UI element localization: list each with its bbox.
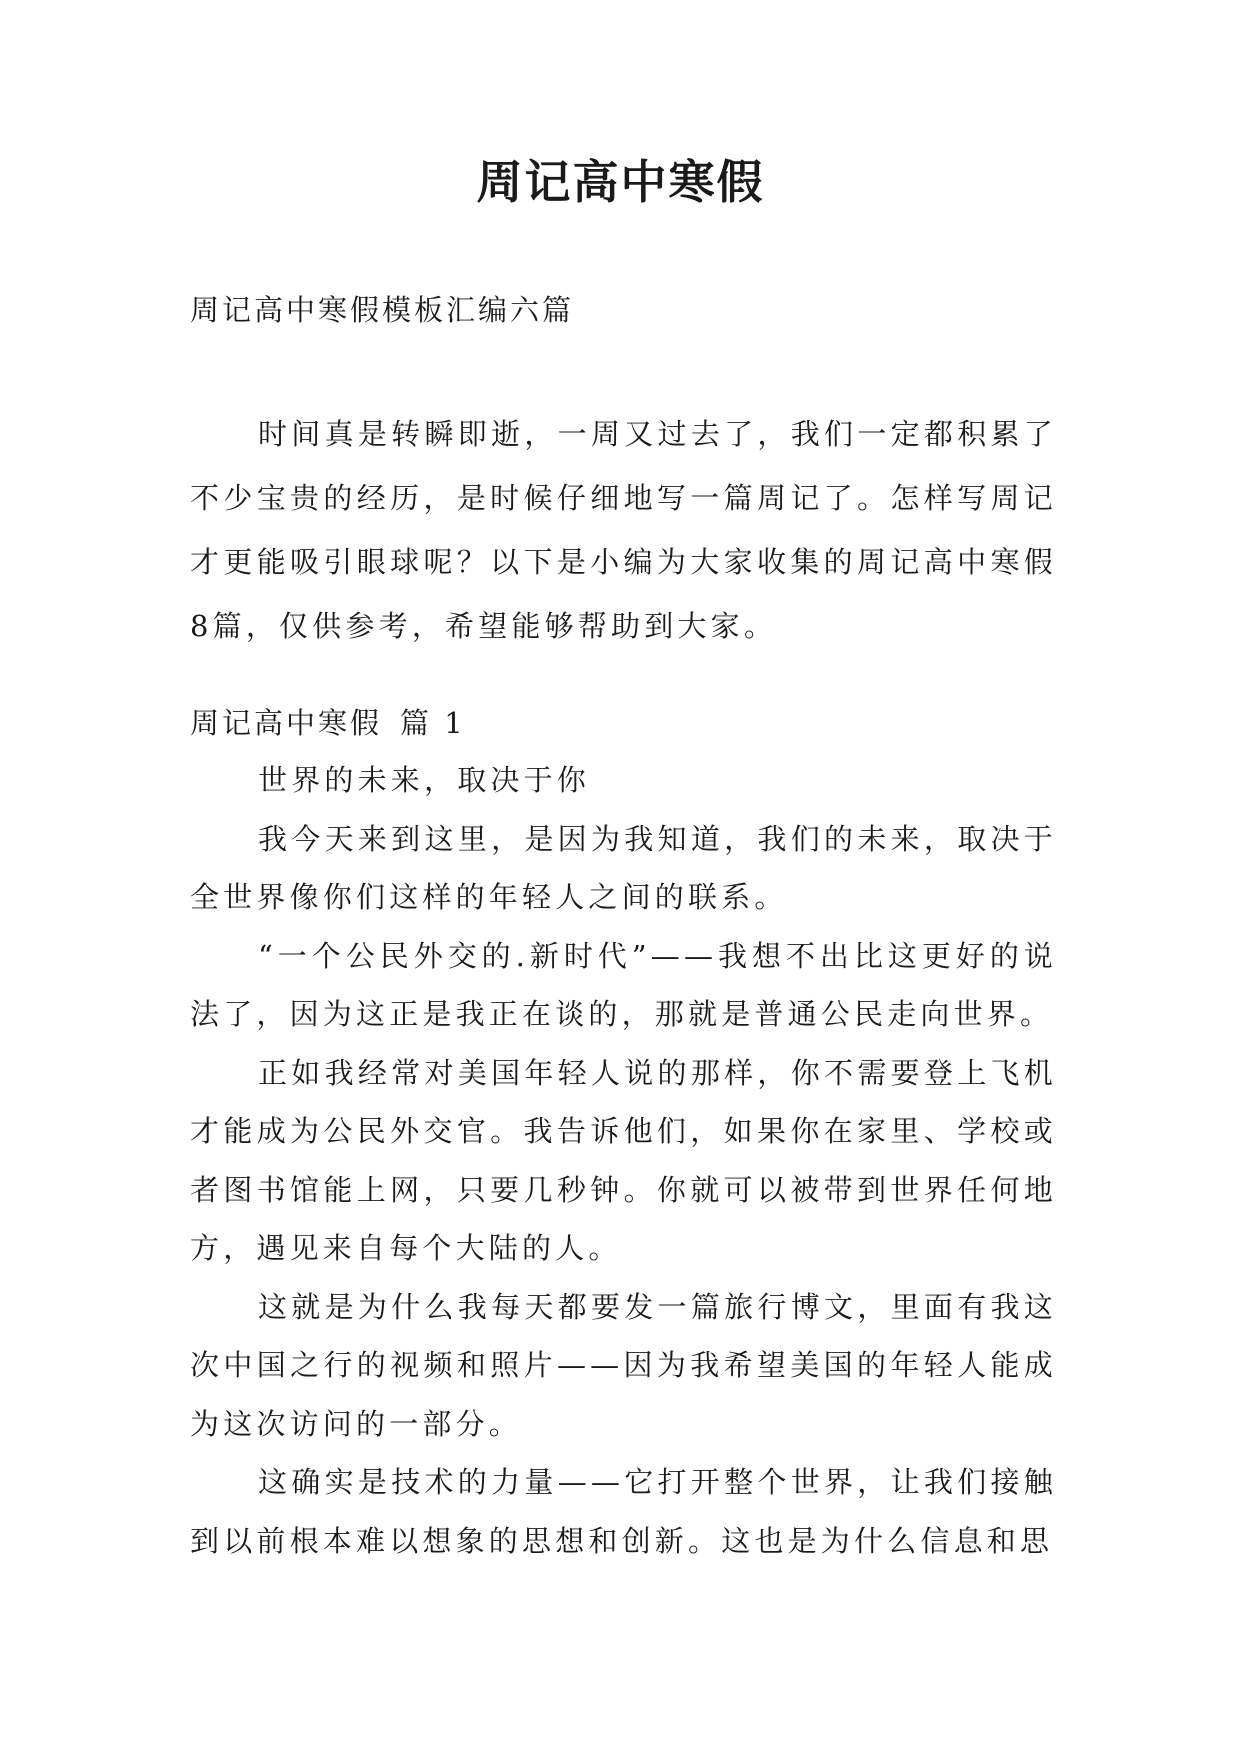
document-title: 周记高中寒假 [476, 155, 765, 209]
section-body [190, 751, 1057, 1570]
intro-paragraph: 时间真是转瞬即逝，一周又过去了，我们一定都积累了不少宝贵的经历，是时候仔细地写一篇周记了。怎样写周记才更能吸引眼球呢？以下是小编为大家收集的周记高中寒假8篇，仅供参考，希望能够帮助到大家。 [190, 417, 1057, 643]
section-heading [190, 703, 466, 743]
section-paragraph: 世界的未来，取决于你 [258, 763, 591, 797]
section-heading-title: 周记高中寒假 [190, 706, 383, 740]
section-paragraph: 正如我经常对美国年轻人说的那样，你不需要登上飞机才能成为公民外交官。我告诉他们，如果你在家里、学校或者图书馆能上网，只要几秒钟。你就可以被带到世界任何地方，遇见来自每个大陆的人。 [190, 1055, 1057, 1265]
section-paragraph: “一个公民外交的.新时代”——我想不出比这更好的说法了，因为这正是我正在谈的，那就是普通公民走向世界。 [190, 938, 1057, 1031]
section-paragraph: 这就是为什么我每天都要发一篇旅行博文，里面有我这次中国之行的视频和照片——因为我希望美国的年轻人能成为这次访问的一部分。 [190, 1289, 1057, 1441]
section-heading-number: 篇 1 [400, 706, 466, 740]
document-subtitle: 周记高中寒假模板汇编六篇 [190, 293, 575, 327]
section-paragraph: 我今天来到这里，是因为我知道，我们的未来，取决于全世界像你们这样的年轻人之间的联系。 [190, 821, 1057, 914]
section-paragraph: 这确实是技术的力量——它打开整个世界，让我们接触到以前根本难以想象的思想和创新。这也是为什么信息和思 [190, 1465, 1057, 1558]
